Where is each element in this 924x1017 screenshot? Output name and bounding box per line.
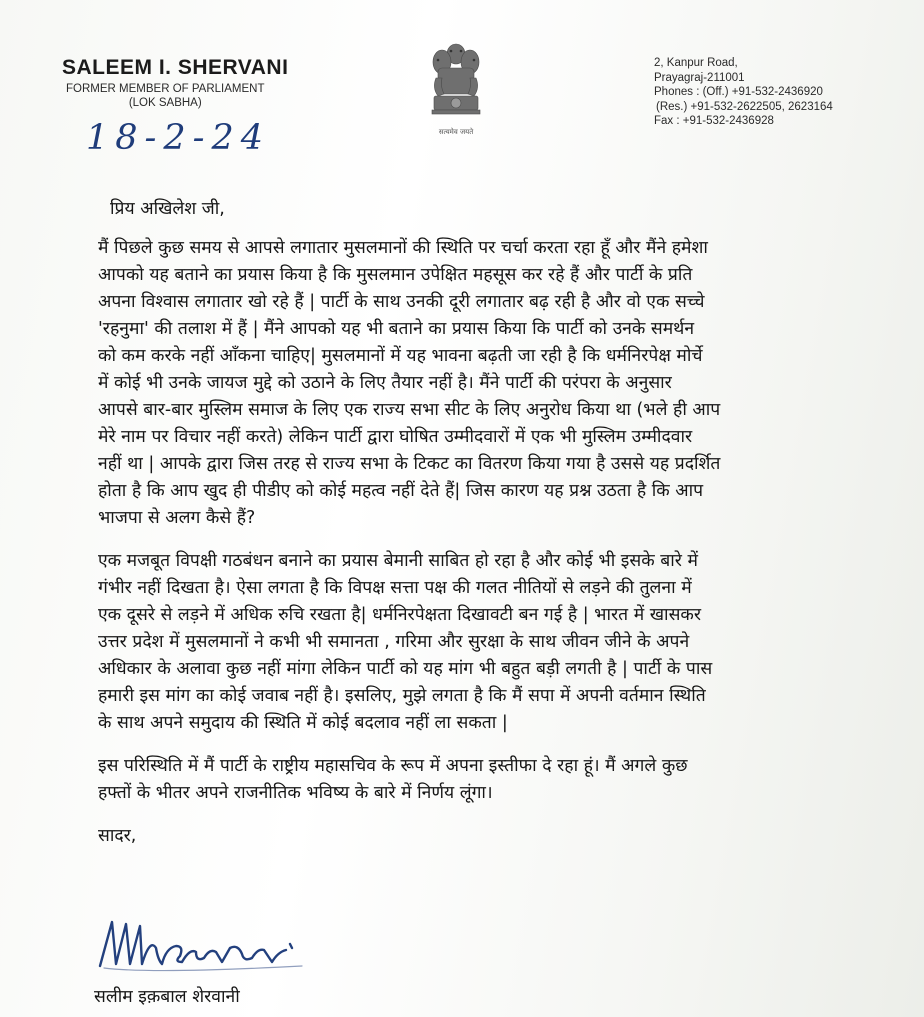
text-line: मेरे नाम पर विचार नहीं करते) लेकिन पार्टी द्वारा घोषित उम्मीदवारों में एक भी मुस्लिम उम्मीदवार bbox=[98, 427, 693, 447]
text-line: इस परिस्थिति में मैं पार्टी के राष्ट्रीय महासचिव के रूप में अपना इस्तीफा दे रहा हूं। मैं अगले कुछ bbox=[98, 756, 688, 776]
closing: सादर, bbox=[98, 826, 137, 846]
address-line: 2, Kanpur Road, bbox=[654, 57, 738, 69]
text-line: अधिकार के अलावा कुछ नहीं मांगा लेकिन पार्टी को यह मांग भी बहुत बड़ी लगती है | पार्टी के पास bbox=[98, 659, 713, 679]
text-line: एक मजबूत विपक्षी गठबंधन बनाने का प्रयास बेमानी साबित हो रहा है और कोई भी इसके बारे में bbox=[98, 551, 698, 571]
address-line: Prayagraj-211001 bbox=[654, 71, 745, 84]
address-line: Fax : +91-532-2436928 bbox=[654, 115, 774, 127]
text-line: के साथ अपने समुदाय की स्थिति में कोई बदलाव नहीं ला सकता | bbox=[98, 713, 508, 733]
text-line: नहीं था | आपके द्वारा जिस तरह से राज्य सभा के टिकट का वितरण किया गया है उससे यह प्रदर्शित bbox=[98, 454, 721, 474]
text-line: हमारी इस मांग का कोई जवाब नहीं है। इसलिए, मुझे लगता है कि मैं सपा में अपनी वर्तमान स्थिति bbox=[98, 686, 706, 706]
signer-name: सलीम इक़बाल शेरवानी bbox=[94, 987, 240, 1007]
text-line: होता है कि आप खुद ही पीडीए को कोई महत्व नहीं देते हैं| जिस कारण यह प्रश्न उठता है कि आप bbox=[98, 481, 704, 501]
text-line: भाजपा से अलग कैसे हैं? bbox=[98, 508, 256, 528]
text-line: आपको यह बताने का प्रयास किया है कि मुसलमान उपेक्षित महसूस कर रहे हैं और पार्टी के प्रति bbox=[98, 265, 693, 285]
address-line: (Res.) +91-532-2622505, 2623164 bbox=[656, 100, 833, 113]
handwritten-date: 18-2-24 bbox=[86, 118, 270, 158]
letter-body bbox=[98, 196, 898, 850]
text-line: अपना विश्वास लगातार खो रहे हैं | पार्टी के साथ उनकी दूरी लगातार बढ़ रही है और वो एक सच्चे bbox=[98, 292, 705, 312]
text-line: मैं पिछले कुछ समय से आपसे लगातार मुसलमानों की स्थिति पर चर्चा करता रहा हूँ और मैंने हमेशा bbox=[98, 238, 708, 258]
paragraph-2 bbox=[98, 548, 898, 737]
designation-line: FORMER MEMBER OF PARLIAMENT bbox=[66, 83, 265, 95]
text-line: गंभीर नहीं दिखता है। ऐसा लगता है कि विपक्ष सत्ता पक्ष की गलत नीतियों से लड़ने की तुलना में bbox=[98, 578, 692, 598]
paragraph-1 bbox=[98, 235, 898, 532]
sender-designation bbox=[66, 82, 265, 110]
text-line: उत्तर प्रदेश में मुसलमानों ने कभी भी समानता , गरिमा और सुरक्षा के साथ जीवन जीने के अपने bbox=[98, 632, 690, 652]
designation-line: (LOK SABHA) bbox=[128, 97, 202, 109]
text-line: 'रहनुमा' की तलाश में हैं | मैंने आपको यह भी बताने का प्रयास किया कि पार्टी को उनके समर्थन bbox=[98, 319, 695, 339]
handwritten-signature bbox=[92, 908, 332, 978]
salutation: प्रिय अखिलेश जी, bbox=[110, 199, 225, 219]
text-line: आपसे बार-बार मुस्लिम समाज के लिए एक राज्य सभा सीट के लिए अनुरोध किया था (भले ही आप bbox=[98, 400, 721, 420]
text-line: एक दूसरे से लड़ने में अधिक रुचि रखता है| धर्मनिरपेक्षता दिखावटी बन गई है | भारत में खासकर bbox=[98, 605, 702, 625]
sender-address bbox=[654, 56, 833, 129]
paragraph-3 bbox=[98, 753, 898, 807]
sender-name: SALEEM I. SHERVANI bbox=[62, 56, 289, 79]
text-line: हफ्तों के भीतर अपने राजनीतिक भविष्य के बारे में निर्णय लूंगा। bbox=[98, 783, 493, 803]
text-line: को कम करके नहीं आँकना चाहिए| मुसलमानों में यह भावना बढ़ती जा रही है कि धर्मनिरपेक्ष मोर्चे bbox=[98, 346, 703, 366]
text-line: में कोई भी उनके जायज मुद्दे को उठाने के लिए तैयार नहीं है। मैंने पार्टी की परंपरा के अनुसार bbox=[98, 373, 672, 393]
emblem-motto: सत्यमेव जयते bbox=[438, 128, 474, 136]
address-line: Phones : (Off.) +91-532-2436920 bbox=[654, 86, 823, 98]
